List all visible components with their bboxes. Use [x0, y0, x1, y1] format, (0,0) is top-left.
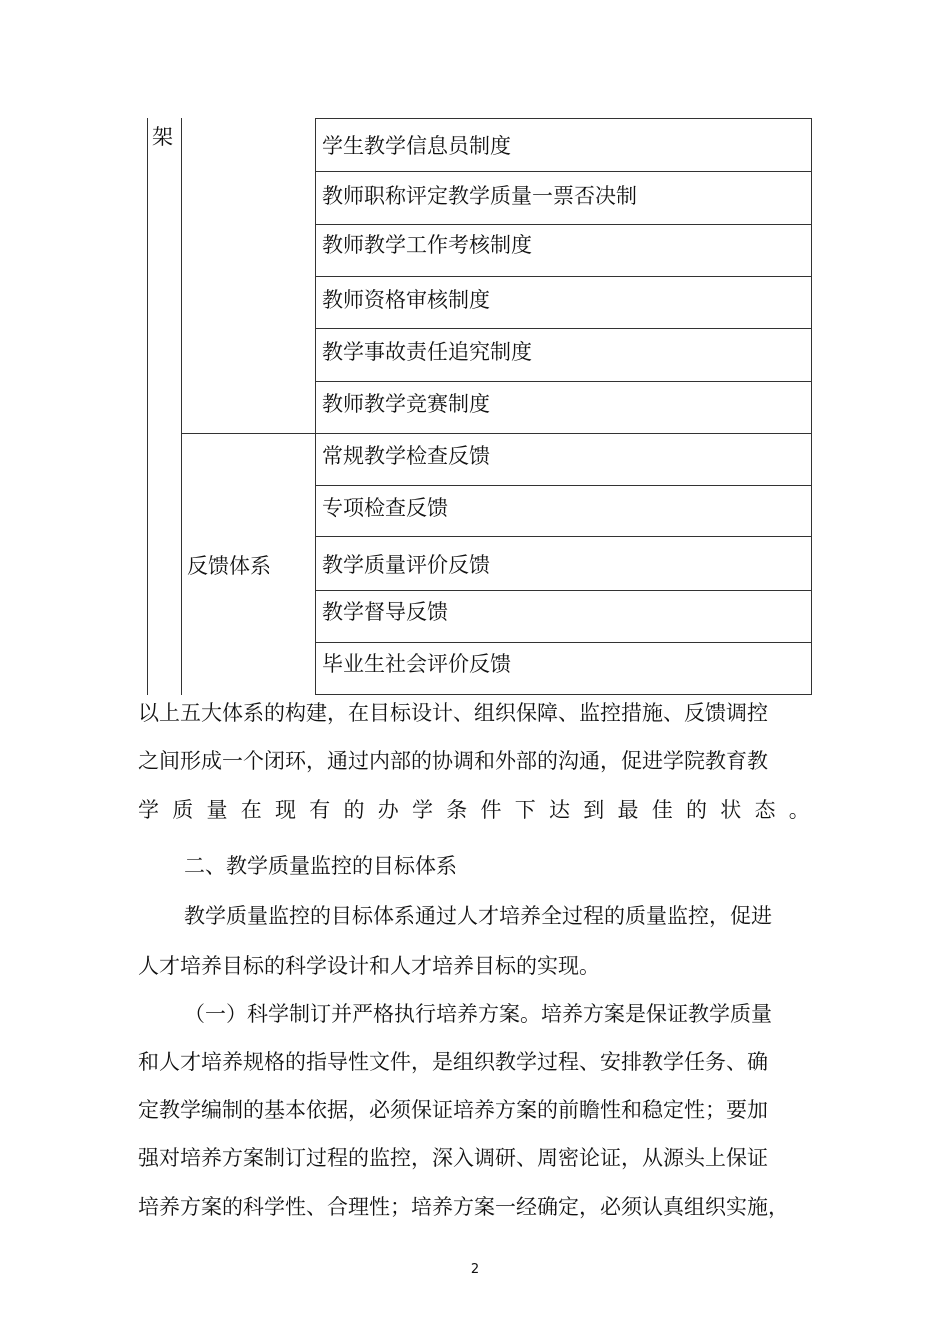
table-row-border [315, 224, 812, 225]
spread-char: 的 [343, 798, 365, 822]
spread-char: 质 [172, 798, 194, 822]
spread-char: 条 [446, 798, 468, 822]
paragraph-line: 教学质量监控的目标体系通过人才培养全过程的质量监控，促进 [184, 904, 772, 928]
paragraph-line-spread [138, 796, 810, 824]
table-cell: 教师教学工作考核制度 [322, 233, 532, 257]
table-divider-col2 [315, 118, 316, 695]
quality-system-table [147, 118, 812, 695]
spread-char: 下 [514, 798, 536, 822]
table-cell: 常规教学检查反馈 [322, 444, 490, 468]
table-cell: 教学质量评价反馈 [322, 553, 490, 577]
feedback-system-label: 反馈体系 [187, 554, 271, 578]
paragraph-line: 和人才培养规格的指导性文件，是组织教学过程、安排教学任务、确 [138, 1050, 768, 1074]
spread-char: 态 [754, 798, 776, 822]
spread-char: 办 [377, 798, 399, 822]
table-cell: 教师教学竞赛制度 [322, 392, 490, 416]
paragraph-line: 人才培养目标的科学设计和人才培养目标的实现。 [138, 954, 600, 978]
spread-char: 学 [138, 798, 159, 822]
page-number: 2 [470, 1262, 480, 1277]
paragraph-line: 强对培养方案制订过程的监控，深入调研、周密论证，从源头上保证 [138, 1146, 768, 1170]
table-cell: 教学督导反馈 [322, 600, 448, 624]
table-border-left [147, 118, 148, 695]
table-cell: 专项检查反馈 [322, 496, 448, 520]
table-cell: 教学事故责任追究制度 [322, 340, 532, 364]
spread-char: 量 [206, 798, 228, 822]
section-heading: 二、教学质量监控的目标体系 [184, 854, 457, 878]
table-border-right [811, 118, 812, 695]
table-row-border [315, 118, 812, 119]
table-row-border [315, 642, 812, 643]
table-cell: 教师职称评定教学质量一票否决制 [322, 184, 637, 208]
paragraph-line: 培养方案的科学性、合理性；培养方案一经确定，必须认真组织实施， [138, 1195, 789, 1219]
paragraph-line: （一）科学制订并严格执行培养方案。培养方案是保证教学质量 [184, 1002, 772, 1026]
spread-char: 学 [412, 798, 433, 822]
paragraph-line: 定教学编制的基本依据，必须保证培养方案的前瞻性和稳定性；要加 [138, 1098, 768, 1122]
spread-char: 佳 [651, 798, 673, 822]
table-row-border [315, 536, 812, 537]
spread-char: 达 [549, 798, 570, 822]
paragraph-line: 以上五大体系的构建，在目标设计、组织保障、监控措施、反馈调控 [138, 701, 768, 725]
spread-char: 有 [309, 798, 331, 822]
table-cell: 学生教学信息员制度 [322, 134, 511, 158]
spread-char: 。 [788, 798, 810, 822]
table-bottom-border [315, 694, 812, 695]
spread-char: 在 [240, 798, 262, 822]
spread-char: 最 [617, 798, 639, 822]
paragraph-line: 之间形成一个闭环，通过内部的协调和外部的沟通，促进学院教育教 [138, 749, 768, 773]
table-row-border [315, 276, 812, 277]
spread-char: 到 [583, 798, 605, 822]
spread-char: 状 [720, 798, 742, 822]
table-row-border [315, 171, 812, 172]
table-cell: 毕业生社会评价反馈 [322, 652, 511, 676]
spread-char: 件 [480, 798, 502, 822]
table-cell: 教师资格审核制度 [322, 288, 490, 312]
table-row-border [315, 485, 812, 486]
table-row-border [315, 590, 812, 591]
spread-char: 的 [686, 798, 707, 822]
table-row-border [315, 328, 812, 329]
table-divider-col1 [181, 118, 182, 695]
table-col1-label: 架 [152, 125, 173, 149]
table-section-border [181, 433, 812, 434]
table-row-border [315, 381, 812, 382]
spread-char: 现 [275, 798, 296, 822]
